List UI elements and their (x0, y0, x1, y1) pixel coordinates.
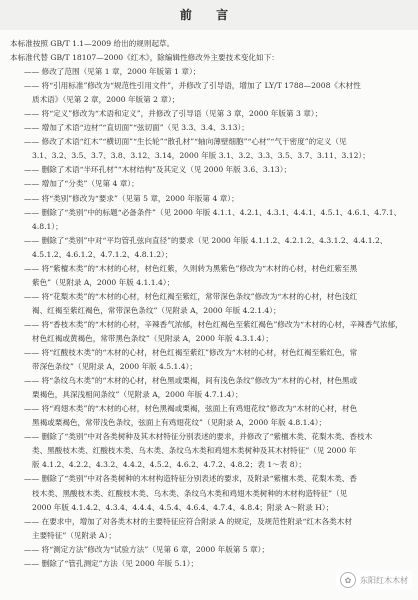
text-line: 版 4.1.2、4.2.2、4.3.2、4.4.2、4.5.2、4.6.2、4.7.2、4.8.2；表 1～表 8）； (32, 460, 306, 470)
text-line: —— 将“条纹乌木类”的“木材的心材，材色黑或栗褐，间有浅色条纹”修改为“木材的心材，材色黑或 (24, 376, 358, 386)
text-line: —— 删除了术语“半环孔材”“木材结构”及其定义（见 2000 年版 3.6、3.13）； (24, 165, 292, 175)
text-line: 主要特征”（见附录 A）； (32, 530, 116, 540)
text-line: 黑褐或栗褐色，常带浅色条纹，弦面上有鸡翅花纹”（见附录 A，2000 年版 4.8.1.4）； (32, 418, 327, 428)
text-line: 褐、红褐至紫红褐色，常带深色条纹”（见附录 A，2000 年版 4.2.1.4）； (32, 305, 281, 315)
text-line: 2000 年版 4.1.4.2、4.3.4、4.4.4、4.5.4、4.6.4、4.7.4、4.8.4；附录 A～附录 H）； (32, 502, 334, 512)
text-line: 4.8.1）； (32, 221, 63, 231)
text-line: —— 将“花梨木类”的“木材的心材，材色红褐至紫红，常带深色条纹”修改为“木材的心材，材色浅红 (24, 291, 358, 301)
text-line: 4.5.1.2、4.6.1.2、4.7.1.2、4.8.1.2）； (32, 249, 173, 259)
text-line: —— 删除了“类别”中的标题“必备条件”（见 2000 年版 4.1.1、4.2.1、4.3.1、4.4.1、4.5.1、4.6.1、4.7.1、 (24, 207, 402, 217)
watermark-text: 东阳红木木材 (360, 575, 408, 585)
page-title: 前 言 (179, 8, 239, 22)
text-line: —— 删除了“类别”中对各类树种的木材构造特征分别表述的要求，及附录“紫檀木类、花梨木类、香 (24, 474, 357, 484)
text-line: —— 修改了范围（见第 1 章，2000 年版第 1 章）； (24, 67, 201, 77)
text-line: —— 删除了“类别”中对各类树种及其木材特征分别表述的要求，并修改了“紫檀木类、花梨木类、香枝木 (24, 432, 373, 442)
text-line: —— 删除了“管孔测定”方法（见 2000 年版 5.1）； (24, 558, 199, 568)
text-line: 材色红褐或黄褐色，常带黑色条纹”（见附录 A，2000 年版 4.3.1.4）； (32, 333, 273, 343)
text-line: 质术语》（见第 2 章，2000 年版第 2 章）； (32, 95, 180, 105)
lotus-logo-icon: ✿ (340, 572, 356, 588)
text-line: —— 将“香枝木类”的“木材的心材，辛辣香气浓郁，材色红褐色至紫红褐色”修改为“木材的心材，辛辣香气浓郁， (24, 319, 403, 329)
text-line: —— 将“紫檀木类”的“木材的心材，材色红紫，久则转为黑紫色”修改为“木材的心材，材色红紫至黑 (24, 263, 358, 273)
text-line: —— 在要求中，增加了对各类木材的主要特征应符合附录 A 的规定，及规范性附录“红木各类木材 (24, 516, 352, 526)
text-line: —— 将“红酸枝木类”的“木材的心材，材色红褐至紫红”修改为“木材的心材，材色红褐至紫红色，常 (24, 348, 358, 358)
text-line: 枝木类、黑酸枝木类、红酸枝木类、乌木类、条纹乌木类和鸡翅木类树种的木材构造特征”（见 (32, 488, 348, 498)
text-line: —— 将“类别”修改为“要求”（见第 5 章，2000 年版第 4 章）； (24, 193, 239, 203)
text-line: 本标准代替 GB/T 18107—2000《红木》，除编辑性修改外主要技术变化如下： (10, 53, 279, 63)
text-line: 带深色条纹”（见附录 A，2000 年版 4.5.1.4）； (32, 362, 198, 372)
text-line: 本标准按照 GB/T 1.1—2009 给出的规则起草。 (10, 39, 175, 48)
text-line: —— 将“鸡翅木类”的“木材的心材，材色黑褐或栗褐，弦面上有鸡翅花纹”修改为“木材的心材，材色 (24, 404, 358, 414)
text-line: 栗褐色，具深浅相间条纹”（见附录 A，2000 年版 4.7.1.4）； (32, 390, 243, 400)
text-line: —— 将“测定方法”修改为“试验方法”（见第 6 章，2000 年版第 5 章）； (24, 544, 270, 554)
text-line: —— 将“定义”修改为“术语和定义”，并修改了引导语（见第 3 章，2000 年版第 3 章）； (24, 109, 323, 119)
text-line: 紫色”（见附录 A，2000 年版 4.1.1.4）； (32, 277, 175, 287)
text-line: 类、黑酸枝木类、红酸枝木类、乌木类、条纹乌木类和鸡翅木类树种及其木材特征”（见 2000 年 (32, 446, 357, 456)
watermark (336, 570, 412, 590)
text-line: —— 修改了术语“红木”“横切面”“生长轮”“散孔材”“轴向薄壁细胞”“心材”“气干密度”的定义（见 (24, 137, 347, 147)
text-line: —— 删除了“类别”中对“平均管孔弦向直径”的要求（见 2000 年版 4.1.1.2、4.2.1.2、4.3.1.2、4.4.1.2、 (24, 235, 388, 245)
text-line: —— 增加了“分类”（见第 4 章）； (24, 179, 139, 189)
text-line: 3.1、3.2、3.5、3.7、3.8、3.12、3.14，2000 年版 3.1、3.2、3.3、3.5、3.7、3.11、3.12）； (32, 151, 370, 161)
text-line: —— 将“引用标准”修改为“规范性引用文件”，并修改了引导语，增加了 LY/T 1788—2008《木材性 (24, 81, 361, 91)
text-line: —— 增加了术语“边材”“直切面”“弦切面”（见 3.3、3.4、3.13）； (24, 123, 249, 133)
document-body (10, 37, 408, 571)
